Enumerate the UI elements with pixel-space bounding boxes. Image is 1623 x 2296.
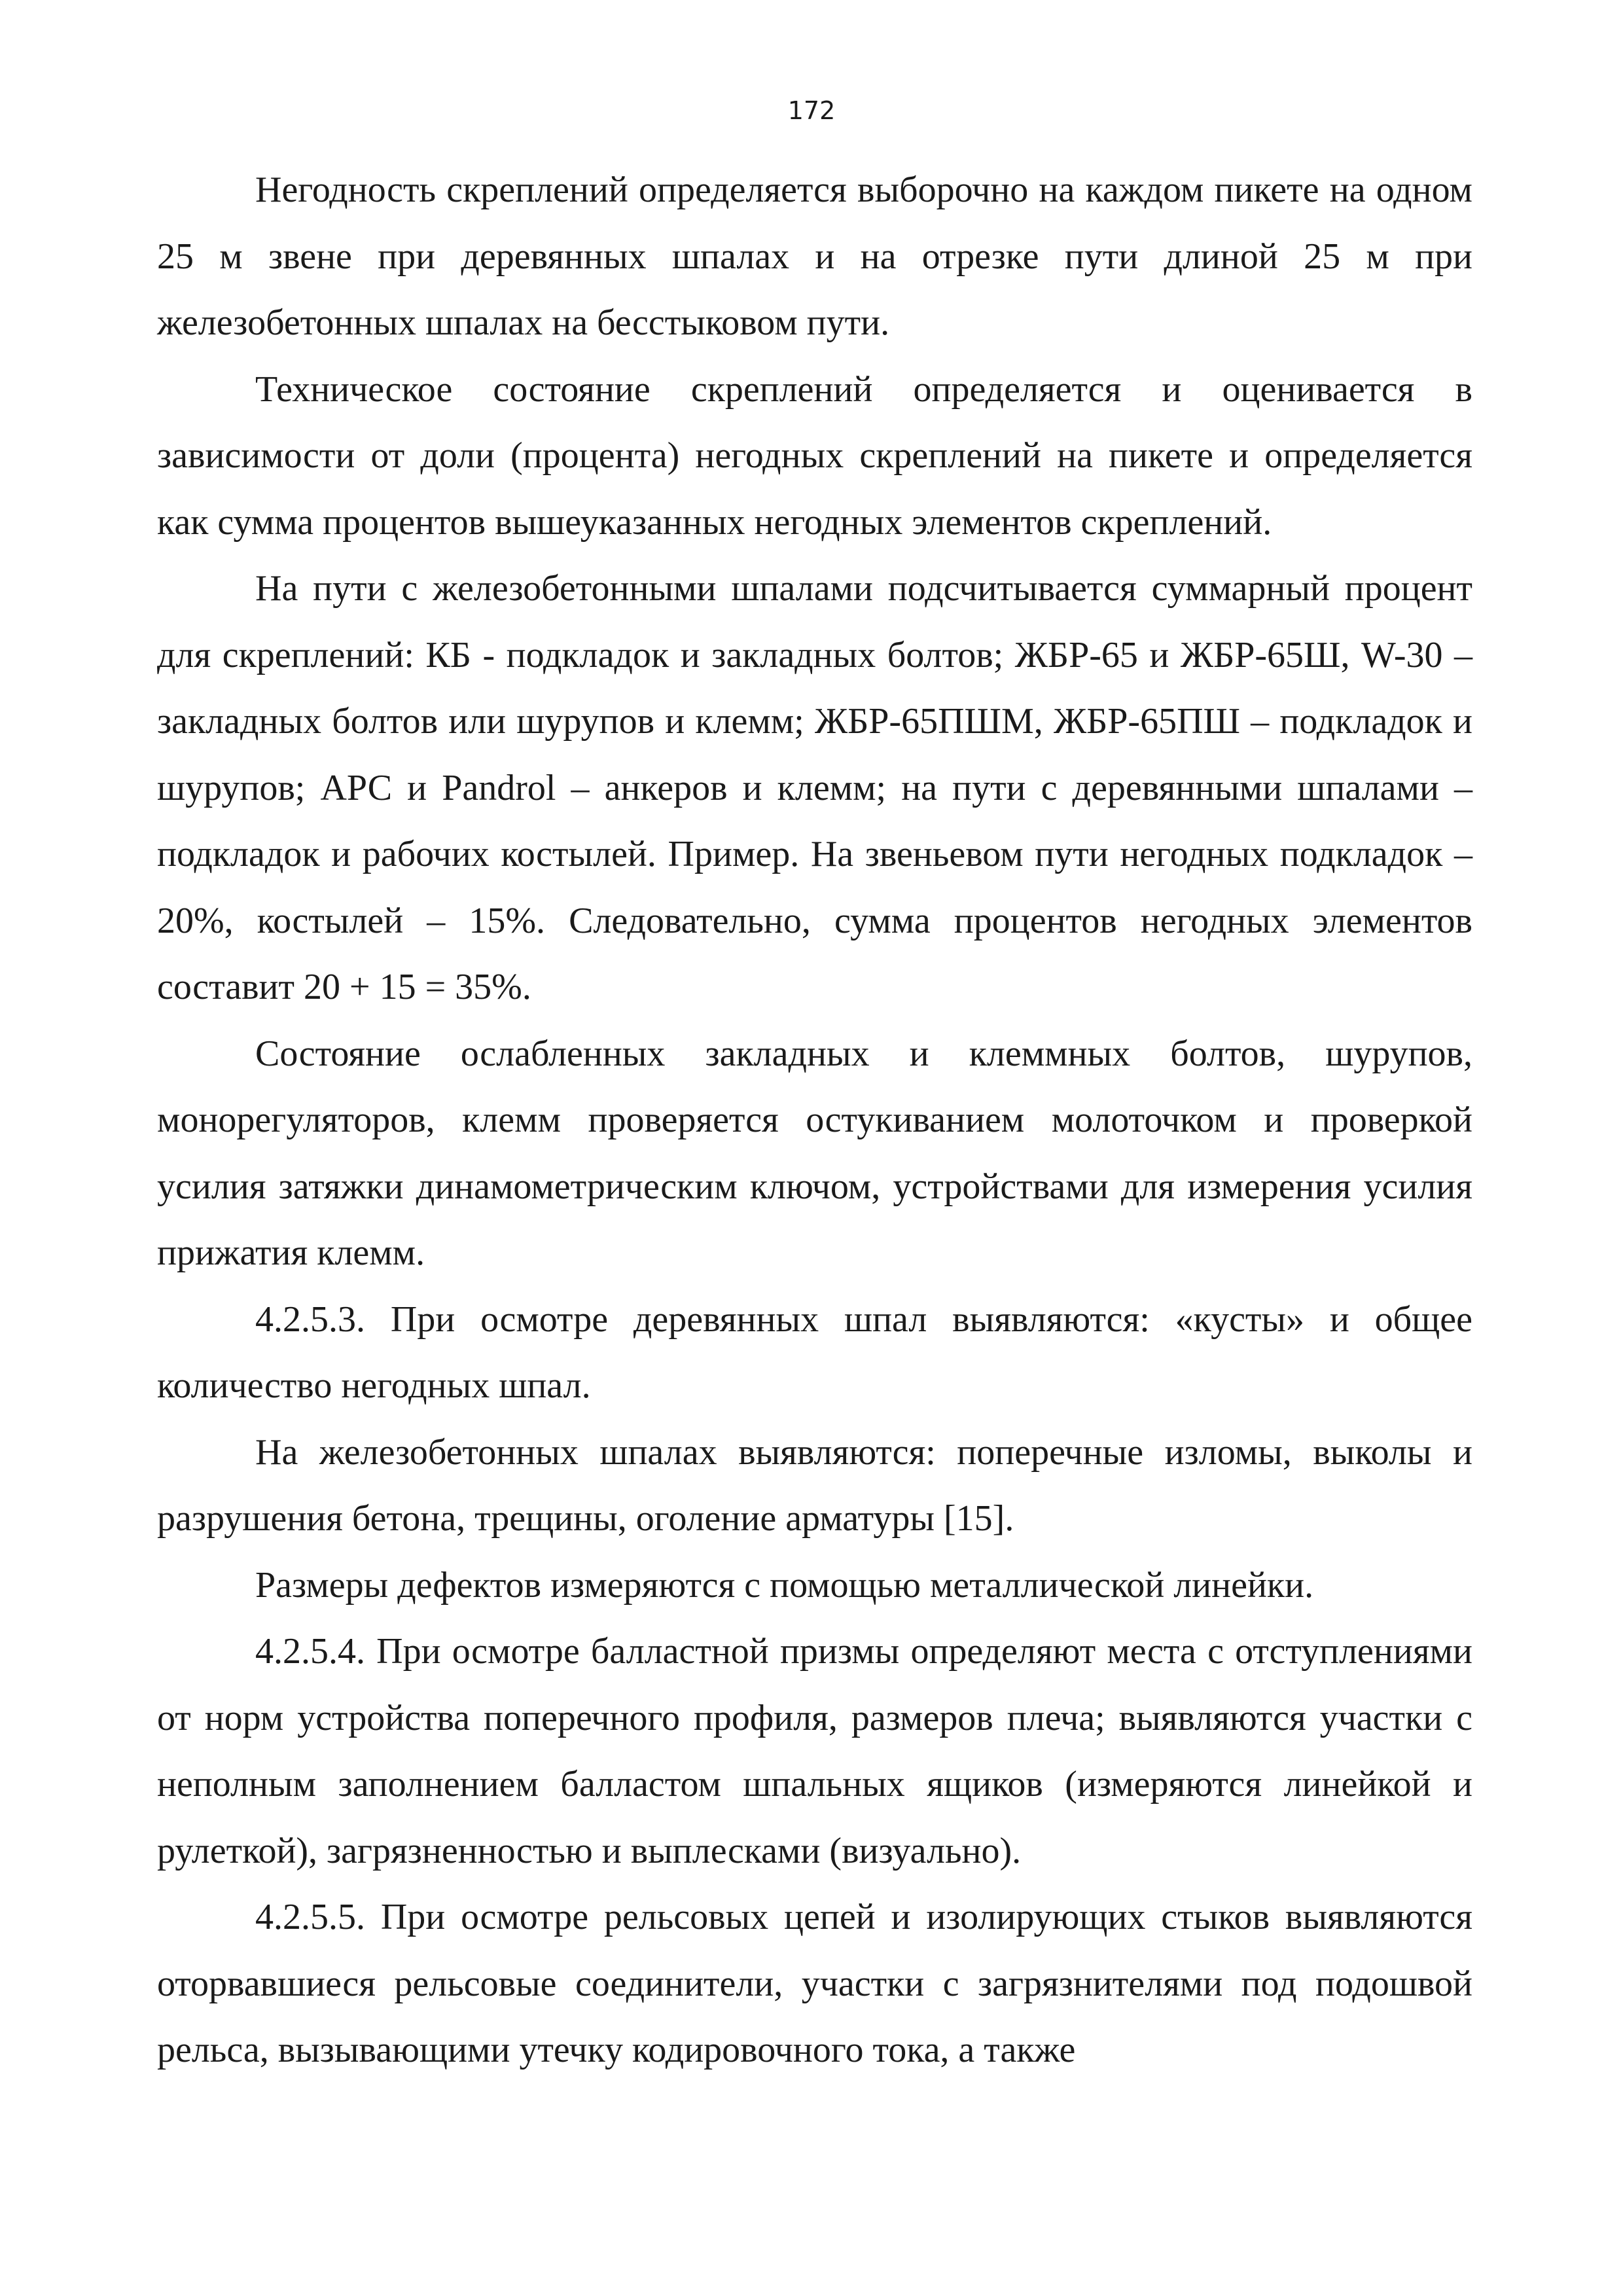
paragraph-loosened-bolts: Состояние ослабленных закладных и клеммных болтов, шурупов, монорегуляторов, клемм проверяется остукиванием молоточком и проверкой усилия затяжки динамометрическим ключом, устройствами для измерения усилия прижатия клемм. [157, 1033, 1472, 1273]
paragraph-total-percentage: На пути с железобетонными шпалами подсчитывается суммарный процент для скреплений: КБ - подкладок и закладных болтов; ЖБР-65 и ЖБР-65Ш, W-30 – закладных болтов или шурупов и клемм; ЖБР-65ПШМ, ЖБР-65ПШ – подкладок и шурупов; АРС и Pandrol – анкеров и клемм; на пути с деревянными шпалами – подкладок и рабочих костылей. Пример. На звеньевом пути негодных подкладок – 20%, костылей – 15%. Следовательно, сумма процентов негодных элементов составит 20 + 15 = 35%. [157, 568, 1472, 1007]
paragraph-technical-condition: Техническое состояние скреплений определяется и оценивается в зависимости от доли (процента) негодных скреплений на пикете и определяется как сумма процентов вышеуказанных негодных элементов скреплений. [157, 368, 1472, 543]
paragraph-ballast-prism: 4.2.5.4. При осмотре балластной призмы определяют места с отступлениями от норм устройства поперечного профиля, размеров плеча; выявляются участки с неполным заполнением балластом шпальных ящиков (измеряются линейкой и рулеткой), загрязненностью и выплесками (визуально). [157, 1631, 1472, 1871]
paragraph-wooden-sleepers: 4.2.5.3. При осмотре деревянных шпал выявляются: «кусты» и общее количество негодных шпал. [157, 1299, 1472, 1406]
body-text [157, 157, 1472, 2084]
paragraph-fastening-defectiveness: Негодность скреплений определяется выборочно на каждом пикете на одном 25 м звене при деревянных шпалах и на отрезке пути длиной 25 м при железобетонных шпалах на бесстыковом пути. [157, 170, 1472, 343]
paragraph-concrete-sleepers: На железобетонных шпалах выявляются: поперечные изломы, выколы и разрушения бетона, трещины, оголение арматуры [15]. [157, 1431, 1472, 1539]
paragraph-defect-measurement: Размеры дефектов измеряются с помощью металлической линейки. [255, 1564, 1314, 1605]
paragraph-track-circuits: 4.2.5.5. При осмотре рельсовых цепей и изолирующих стыков выявляются оторвавшиеся рельсовые соединители, участки с загрязнителями под подошвой рельса, вызывающими утечку кодировочного тока, а также [157, 1897, 1472, 2070]
page-number: 172 [787, 96, 836, 125]
